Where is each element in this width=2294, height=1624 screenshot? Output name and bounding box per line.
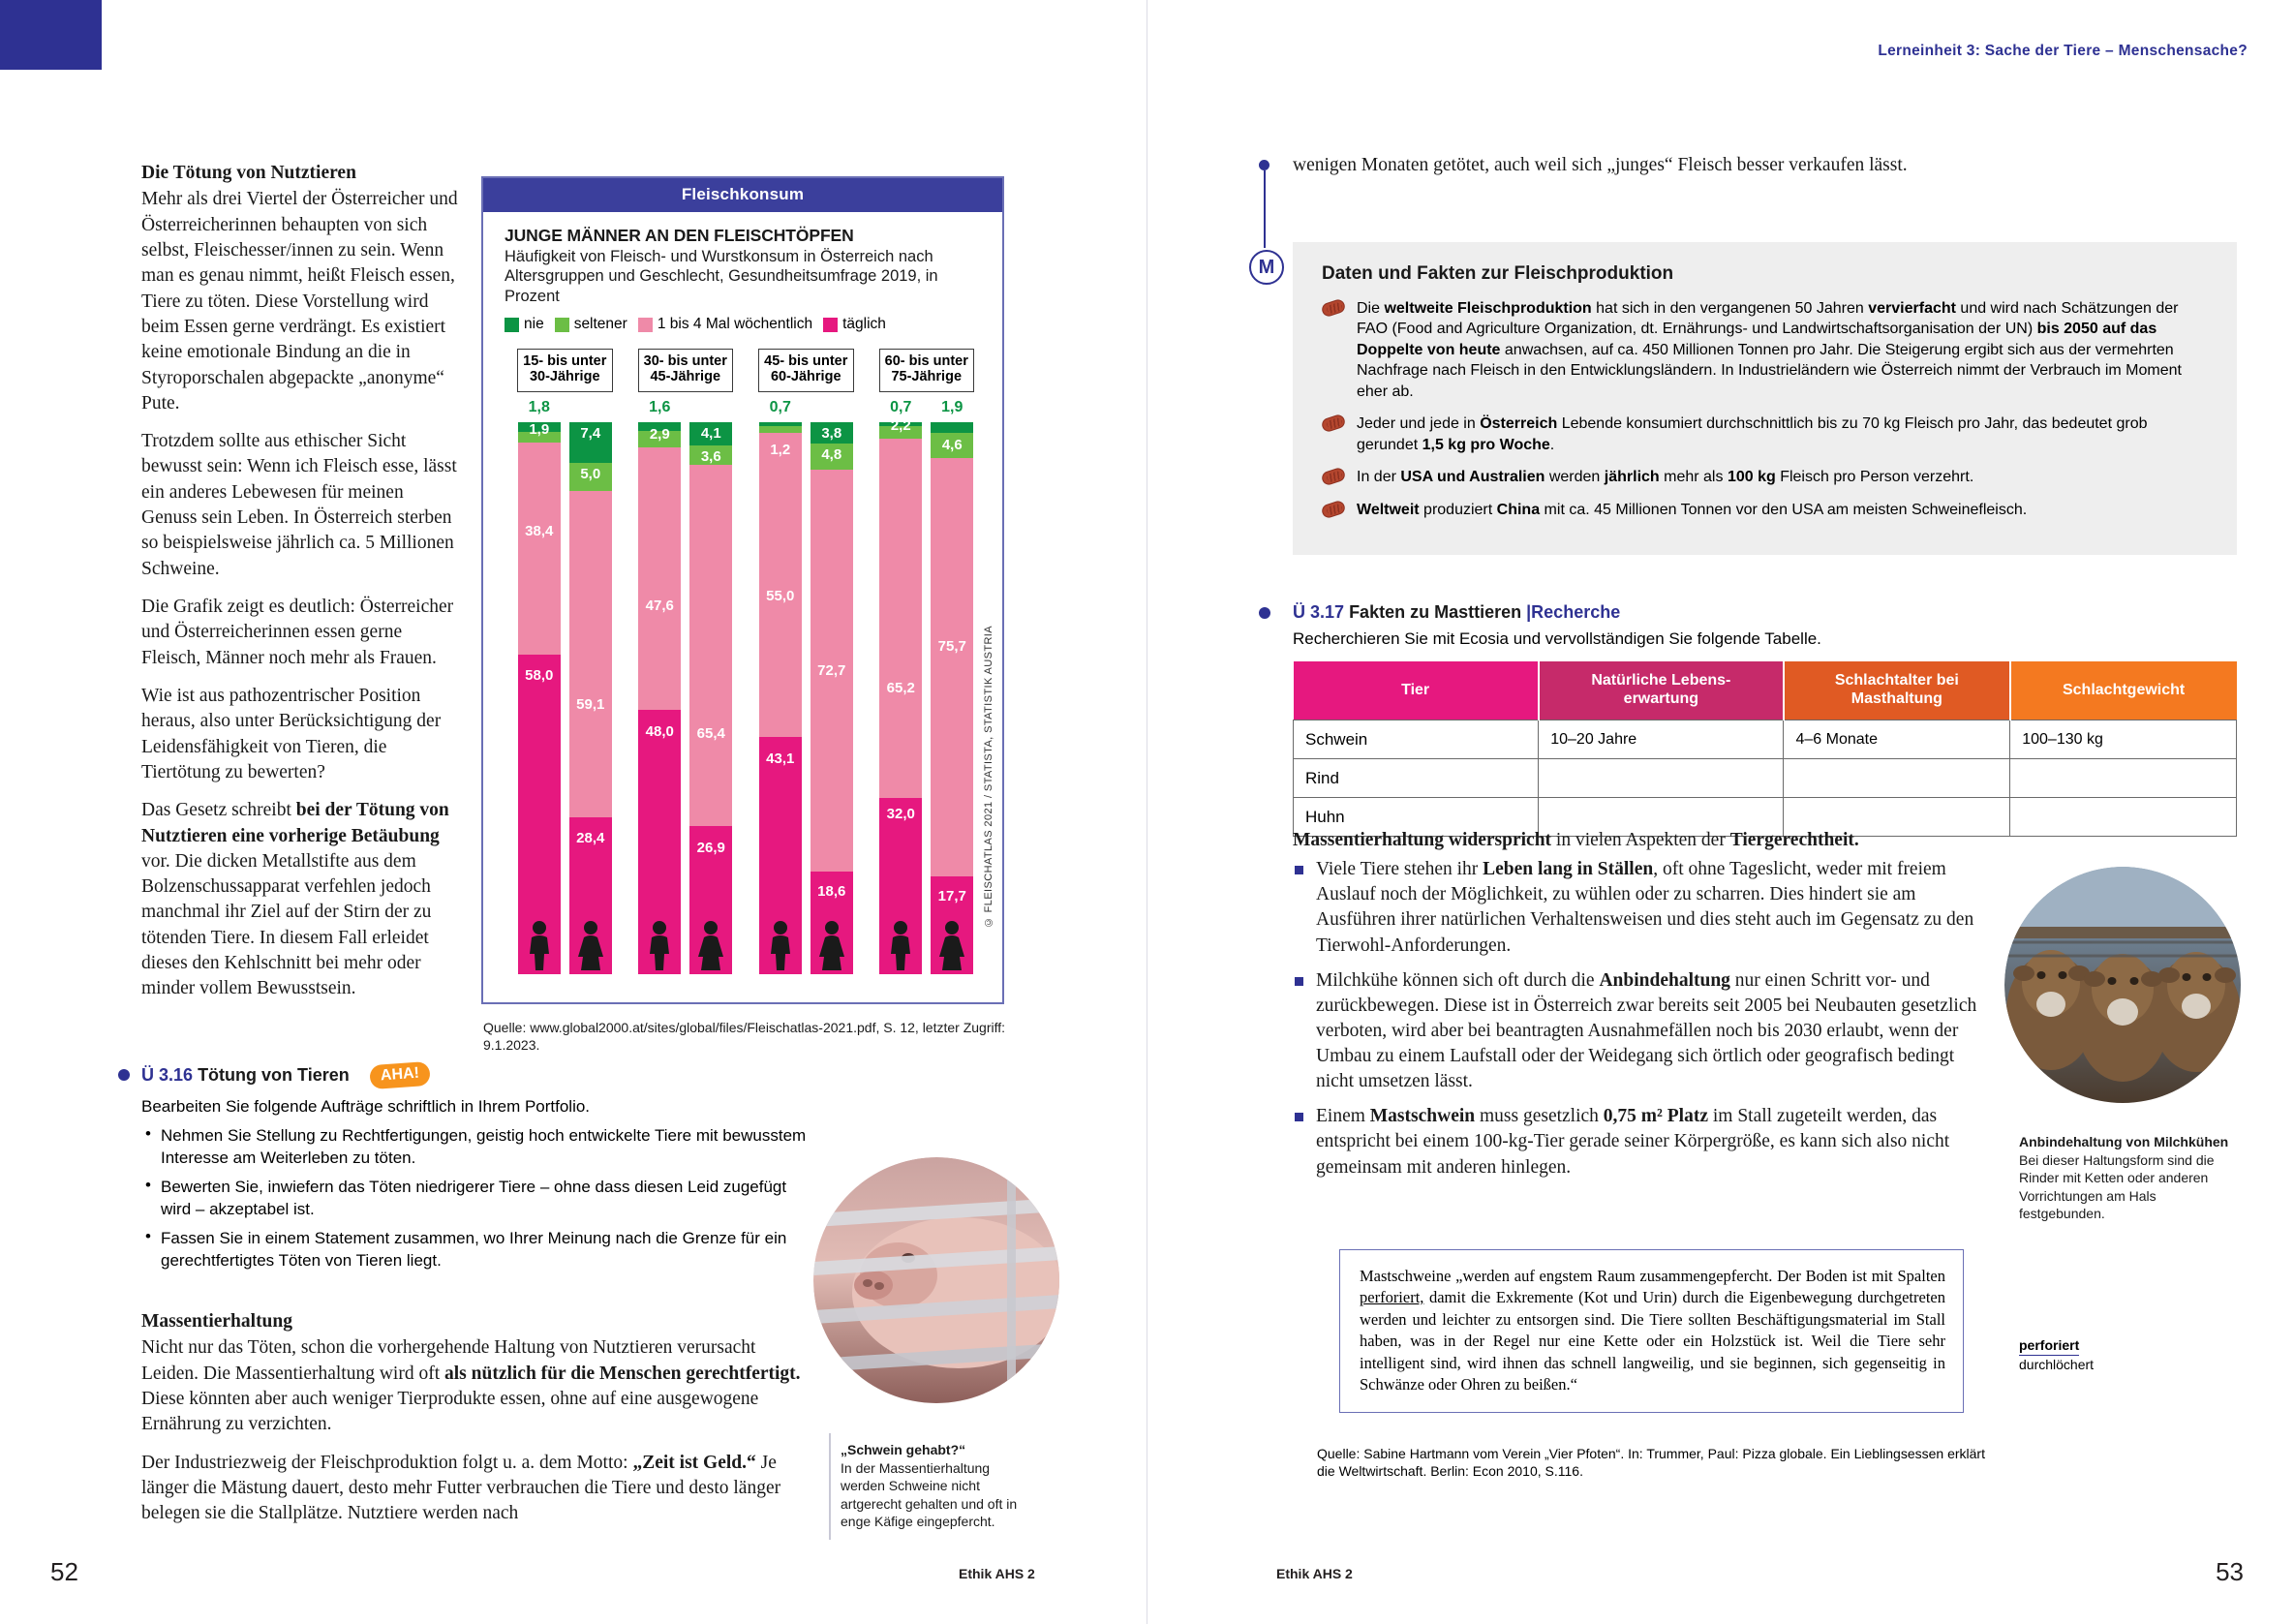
- quote-source-note: Quelle: Sabine Hartmann vom Verein „Vier Pfoten“. In: Trummer, Paul: Pizza globale. Ein Lieblingsessen erklärt die Weltwirtschaft. Berlin: Econ 2010, S.116.: [1317, 1446, 1985, 1480]
- chart-groups: [505, 349, 987, 974]
- list-item: [1293, 968, 1990, 1095]
- right-top-text: [1293, 153, 1971, 191]
- segment-label-woechentlich: 72,7: [817, 662, 846, 680]
- exercise-3-17-tag: Recherche: [1531, 602, 1621, 622]
- col-header-schlachtgewicht: Schlachtgewicht: [2010, 661, 2237, 720]
- pictogram-woman-icon: [816, 920, 847, 970]
- info-item-2-text: Jeder und jede in Österreich Lebende konsumiert durchschnittlich bis zu 70 kg Fleisch pro Jahr, das bedeutet grob gerundet 1,5 kg pro Woche.: [1357, 415, 2148, 453]
- segment-seltener: [638, 425, 681, 447]
- cell-tier[interactable]: Schwein: [1294, 720, 1539, 759]
- segment-label-seltener: 4,6: [941, 437, 963, 454]
- legend-swatch-woechentlich: [638, 318, 653, 332]
- segment-label-taeglich: 43,1: [766, 751, 795, 768]
- bar-45-60-maenner: [811, 422, 853, 974]
- legend-item-taeglich: [823, 316, 886, 333]
- segment-label-woechentlich: 65,2: [886, 679, 915, 696]
- exercise-3-16-intro: Bearbeiten Sie folgende Aufträge schriftlich in Ihrem Portfolio.: [141, 1097, 591, 1116]
- segment-seltener: [759, 426, 802, 433]
- photo-caption-left-text: In der Massentierhaltung werden Schweine nicht artgerecht gehalten und oft in enge Käfige eingepfercht.: [841, 1459, 1018, 1530]
- pictogram-man-icon: [886, 920, 915, 970]
- segment-seltener: [879, 416, 922, 439]
- glossary-entry: [2019, 1336, 2232, 1374]
- segment-label-taeglich: 32,0: [886, 805, 915, 822]
- group-label-15-30: 15- bis unter 30-Jährige: [517, 349, 613, 392]
- rail-dot-top: [1259, 160, 1269, 170]
- segment-label-taeglich: 48,0: [645, 722, 674, 740]
- bar-pair-15-30: [505, 399, 626, 974]
- quote-underlined-term: perforiert,: [1360, 1288, 1424, 1307]
- table-header-row: [1294, 661, 2237, 720]
- paragraph-5-law: [141, 798, 461, 1002]
- paragraph-2: Trotzdem sollte aus ethischer Sicht bewusst sein: Wenn ich Fleisch esse, lässt ein anderes Lebewesen für meinen Genuss sein Leben. In Österreich sterben so beispielsweise jährlich ca. 5 Millionen Schweine.: [141, 431, 457, 579]
- segment-label-nie: 7,4: [580, 425, 601, 443]
- photo-pig-in-cage: [813, 1157, 1060, 1404]
- chart-credit: © FLEISCHATLAS 2021 / STATISTA, STATISTIK AUSTRIA: [983, 625, 994, 928]
- massentierhaltung-bullets: [1293, 857, 1990, 1180]
- quote-post: damit die Exkremente (Kot und Urin) durch die Eigenbewegung durchgetreten werden und leichter zu entsorgen sind. Die Tiere sollten Beschäftigungsmaterial im Stall haben, was in der Regel nur eine Kette oder ein Holzstück ist. Weil die Tiere sehr intelligent sind, wird ihnen das schnell langweilig, und sie beginnen, sich gegenseitig in Schwänze oder Ohren zu beißen.“: [1360, 1288, 1945, 1394]
- chart-group-60-75: [867, 349, 988, 974]
- info-box-daten-und-fakten: [1293, 242, 2237, 555]
- mass-p1-b: als nützlich für die Menschen gerechtfertigt.: [444, 1363, 801, 1384]
- legend-item-seltener: [555, 316, 627, 333]
- sausage-icon: [1320, 414, 1346, 434]
- bullet-3-text: Einem Mastschwein muss gesetzlich 0,75 m² Platz im Stall zugeteilt werden, das entspricht bei einem 100-kg-Tier gerade seiner Körpergröße, es kann sich also nicht gemeinsam mit anderen hinlegen.: [1316, 1106, 1950, 1178]
- photo-caption-right-text: Bei dieser Haltungsform sind die Rinder mit Ketten oder anderen Vorrichtungen am Hals festgebunden.: [2019, 1151, 2215, 1222]
- law-text-post: vor. Die dicken Metallstifte aus dem Bolzenschussapparat verfehlen jedoch manchmal ihr Ziel auf der Stirn der zu tötenden Tiere. In diesem Fall erleidet dieses den Kehlschnitt bei mehr oder minder vollem Bewusstsein.: [141, 850, 432, 999]
- list-item: [1293, 857, 1990, 959]
- facts-table-head: [1294, 661, 2237, 720]
- segment-seltener: [569, 463, 612, 491]
- segment-nie: [569, 422, 612, 463]
- cell-schlachtalter[interactable]: 4–6 Monate: [1784, 720, 2010, 759]
- list-item: [1293, 1104, 1990, 1180]
- exercise-3-16: [141, 1065, 810, 1279]
- segment-nie: [931, 422, 973, 433]
- chart-legend: [505, 316, 987, 333]
- exercise-3-17-intro: Recherchieren Sie mit Ecosia und vervollständigen Sie folgende Tabelle.: [1293, 629, 1821, 648]
- aha-badge: AHA!: [369, 1061, 431, 1089]
- segment-label-woechentlich: 55,0: [766, 587, 795, 604]
- paragraph-1: Mehr als drei Viertel der Österreicher und Österreicherinnen behaupten von sich selbst, Fleischesser/innen zu sein. Wenn man es genau nimmt, heißt Fleisch essen, Tiere zu töten. Diese Vorstellung wird beim Essen gerne verdrängt. Es existiert keine emotionale Bindung an die in Styroporschalen abgepackte „anonyme“ Pute.: [141, 189, 458, 414]
- segment-label-taeglich: 28,4: [576, 829, 605, 846]
- rail-line-top: [1264, 170, 1266, 248]
- sausage-icon: [1320, 298, 1346, 319]
- facts-table-body: [1294, 720, 2237, 837]
- quote-box-mastschweine: [1339, 1249, 1964, 1413]
- exercise-3-17-separator: |: [1526, 602, 1532, 622]
- sausage-icon: [1320, 499, 1346, 519]
- quote-pre: Mastschweine „werden auf engstem Raum zusammengepfercht. Der Boden ist mit Spalten: [1360, 1267, 1945, 1285]
- segment-label-seltener: 4,8: [821, 445, 842, 463]
- exercise-3-17-heading: [1293, 602, 2237, 623]
- mass-lead-b: in vielen Aspekten der: [1551, 830, 1730, 850]
- caption-divider-left: [829, 1433, 831, 1540]
- bar-45-60-frauen: [759, 399, 802, 974]
- exercise-3-16-number: Ü 3.16: [141, 1065, 194, 1085]
- list-item: [1322, 298, 2212, 402]
- col-header-tier: Tier: [1294, 661, 1539, 720]
- bar-top-label: 0,7: [769, 399, 791, 416]
- mass-p2-a: Der Industriezweig der Fleischproduktion folgt u. a. dem Motto:: [141, 1452, 633, 1473]
- cell-tier[interactable]: Rind: [1294, 759, 1539, 798]
- col-header-schlachtalter: Schlachtalter bei Masthaltung: [1784, 661, 2010, 720]
- legend-swatch-taeglich: [823, 318, 838, 332]
- chart-fleischkonsum: [481, 176, 1004, 1004]
- group-label-30-45: 30- bis unter 45-Jährige: [638, 349, 734, 392]
- segment-label-seltener: 1,9: [529, 421, 550, 439]
- bar-pair-30-45: [626, 399, 747, 974]
- info-item-1-text: Die weltweite Fleischproduktion hat sich in den vergangenen 50 Jahren vervierfacht und wird nach Schätzungen der FAO (Food and Agriculture Organization, dt. Ernährungs- und Landwirtschaftsorganisation der UN) bis 2050 auf das Doppelte von heute anwachsen, auf ca. 450 Millionen Tonnen pro Jahr. Die Steigerung ergibt sich aus der vermehrten Nachfrage nach Fleisch in den Entwicklungsländern. In Industrieländern wie Österreich nimmt der Verbrauch im Moment eher ab.: [1357, 300, 2182, 400]
- exercise-3-17-title: Fakten zu Masttieren: [1349, 602, 1522, 622]
- bar-30-45-frauen: [638, 399, 681, 974]
- segment-label-taeglich: 58,0: [525, 667, 554, 685]
- section-heading-toetung: Die Tötung von Nutztieren: [141, 163, 356, 183]
- bar-60-75-maenner: [931, 399, 973, 974]
- photo-caption-right-title: Anbindehaltung von Milchkühen: [2019, 1134, 2229, 1149]
- legend-label-taeglich: täglich: [842, 316, 886, 333]
- legend-item-nie: [505, 316, 544, 333]
- left-column-text: [141, 161, 461, 1015]
- segment-label-seltener: 2,2: [890, 416, 911, 434]
- mass-p1-a: Nicht nur das Töten, schon die vorhergehende Haltung von Nutztieren verursacht Leiden. Die Massentierhaltung wird oft: [141, 1337, 756, 1384]
- bar-30-45-maenner: [689, 422, 732, 974]
- law-text-pre: Das Gesetz schreibt: [141, 800, 296, 821]
- legend-label-nie: nie: [524, 316, 544, 333]
- col-header-lebenserwartung: Natürliche Lebens- erwartung: [1539, 661, 1784, 720]
- info-box-heading: Daten und Fakten zur Fleischproduktion: [1322, 263, 1674, 284]
- pictogram-woman-icon: [695, 920, 726, 970]
- mass-lead-a: Massentierhaltung widerspricht: [1293, 830, 1552, 850]
- exercise-3-17: [1293, 602, 2237, 837]
- bar-top-label: 1,9: [941, 399, 963, 416]
- photo-cows-tethered: [2004, 867, 2242, 1104]
- pictogram-woman-icon: [936, 920, 967, 970]
- segment-woechentlich: [638, 447, 681, 710]
- segment-woechentlich: [518, 443, 561, 655]
- group-label-60-75: 60- bis unter 75-Jährige: [879, 349, 975, 392]
- segment-label-seltener: 1,2: [770, 442, 791, 459]
- table-row[interactable]: [1294, 759, 2237, 798]
- list-item: • Fassen Sie in einem Statement zusammen, wo Ihrer Meinung nach die Grenze für ein gerechtfertigtes Töten von Tieren liegt.: [141, 1228, 810, 1272]
- bar-15-30-maenner: [569, 422, 612, 974]
- page-number-left: 52: [50, 1557, 78, 1586]
- segment-label-seltener: 3,6: [700, 447, 721, 465]
- bar-60-75-frauen: [879, 399, 922, 974]
- segment-label-woechentlich: 59,1: [576, 696, 605, 714]
- facts-table: [1293, 661, 2237, 837]
- list-item: • Bewerten Sie, inwiefern das Töten niedrigerer Tiere – ohne dass diesen Leid zugefügt wird – akzeptabel ist.: [141, 1177, 810, 1220]
- bullet-1-text: Viele Tiere stehen ihr Leben lang in Ställen, oft ohne Tageslicht, weder mit freiem Auslauf noch der Möglichkeit, zu wühlen oder zu scharren. Dies hindert sie am Ausführen ihrer natürlichen Verhaltensweisen und dies steht auch im Gegensatz zu den Tierwohl-Anforderungen.: [1316, 859, 1974, 956]
- legend-label-woechentlich: 1 bis 4 Mal wöchentlich: [657, 316, 813, 333]
- mass-p1-c: Diese könnten aber auch weniger Tierprodukte essen, ohne auf eine ausgewogene Ernährung zu verzichten.: [141, 1388, 759, 1435]
- list-item: • Nehmen Sie Stellung zu Rechtfertigungen, geistig hoch entwickelte Tiere mit bewusstem Interesse am Weiterleben zu töten.: [141, 1125, 810, 1169]
- info-item-4-text: Weltweit produziert China mit ca. 45 Millionen Tonnen vor den USA am meisten Schweinefleisch.: [1357, 501, 2028, 518]
- segment-label-seltener: 5,0: [580, 466, 601, 483]
- bar-top-label: 0,7: [890, 399, 912, 416]
- photo-caption-left-title: „Schwein gehabt?“: [841, 1442, 966, 1457]
- segment-label-woechentlich: 38,4: [525, 523, 554, 540]
- law-text-bold: bei der Tötung von Nutztieren eine vorherige Betäubung: [141, 800, 449, 846]
- sausage-icon: [1320, 467, 1346, 487]
- chart-group-15-30: [505, 349, 626, 974]
- pictogram-woman-icon: [575, 920, 606, 970]
- exercise-3-16-heading: [141, 1065, 810, 1089]
- chart-source-note: Quelle: www.global2000.at/sites/global/files/Fleischatlas-2021.pdf, S. 12, letzter Zugriff: 9.1.2023.: [483, 1020, 1006, 1054]
- segment-woechentlich: [569, 491, 612, 817]
- exercise-3-16-list: [141, 1125, 810, 1272]
- massentierhaltung-paragraph-1: [141, 1335, 810, 1437]
- cell-schlachtgewicht[interactable]: [2010, 798, 2237, 837]
- page-number-right: 53: [2216, 1557, 2244, 1586]
- segment-label-woechentlich: 47,6: [645, 597, 674, 614]
- info-item-3-text: In der USA und Australien werden jährlich mehr als 100 kg Fleisch pro Person verzehrt.: [1357, 469, 1974, 486]
- segment-nie: [811, 422, 853, 444]
- cell-schlachtgewicht[interactable]: [2010, 759, 2237, 798]
- segment-label-woechentlich: 75,7: [937, 637, 966, 655]
- right-continuation-paragraph: wenigen Monaten getötet, auch weil sich „junges“ Fleisch besser verkaufen lässt.: [1293, 155, 1908, 175]
- segment-seltener: [689, 445, 732, 466]
- segment-label-taeglich: 26,9: [696, 839, 725, 856]
- segment-seltener: [811, 444, 853, 470]
- cell-schlachtalter[interactable]: [1784, 759, 2010, 798]
- segment-woechentlich: [759, 433, 802, 737]
- chart-title-bar: Fleischkonsum: [483, 178, 1002, 212]
- chart-inner: [483, 212, 1002, 1036]
- exercise-marker-dot: [118, 1069, 130, 1081]
- list-item: [1322, 414, 2212, 455]
- cell-lebenserwartung[interactable]: [1539, 759, 1784, 798]
- legend-item-woechentlich: [638, 316, 812, 333]
- photo-caption-left: [841, 1441, 1034, 1531]
- segment-seltener: [931, 433, 973, 458]
- method-badge-m: M: [1249, 250, 1284, 285]
- segment-seltener: [518, 421, 561, 443]
- exercise-marker-dot: [1259, 607, 1270, 619]
- list-item: [1322, 500, 2212, 520]
- group-label-45-60: 45- bis unter 60-Jährige: [758, 349, 854, 392]
- running-head: Lerneinheit 3: Sache der Tiere – Menschensache?: [1878, 43, 2248, 59]
- list-item: [1322, 467, 2212, 487]
- segment-label-woechentlich: 65,4: [696, 724, 725, 742]
- segment-label-taeglich: 17,7: [937, 887, 966, 904]
- photo-cows-svg: [2004, 867, 2242, 1104]
- chart-subtitle: Häufigkeit von Fleisch- und Wurstkonsum in Österreich nach Altersgruppen und Geschlecht, Gesundheitsumfrage 2019, in Prozent: [505, 248, 938, 305]
- segment-label-seltener: 2,9: [649, 425, 670, 443]
- legend-swatch-nie: [505, 318, 519, 332]
- bar-top-label: 1,6: [649, 399, 671, 416]
- paragraph-4: Wie ist aus pathozentrischer Position heraus, also unter Berücksichtigung der Leidensfähigkeit von Tieren, die Tiertötung zu bewerten?: [141, 685, 442, 782]
- bar-pair-60-75: [867, 399, 988, 974]
- massentierhaltung-block-left: [141, 1309, 810, 1540]
- mass-p2-b: „Zeit ist Geld.“: [632, 1452, 756, 1473]
- glossary-term: perforiert: [2019, 1336, 2079, 1356]
- segment-label-taeglich: 18,6: [817, 883, 846, 901]
- segment-woechentlich: [689, 465, 732, 826]
- massentierhaltung-block-right: [1293, 828, 1990, 1190]
- cell-lebenserwartung[interactable]: 10–20 Jahre: [1539, 720, 1784, 759]
- pictogram-man-icon: [645, 920, 674, 970]
- segment-label-nie: 3,8: [821, 425, 842, 443]
- cell-schlachtgewicht[interactable]: 100–130 kg: [2010, 720, 2237, 759]
- photo-pig-svg: [813, 1157, 1060, 1404]
- info-box-list: [1322, 298, 2212, 520]
- bar-pair-45-60: [746, 399, 867, 974]
- pictogram-man-icon: [525, 920, 554, 970]
- mass-p2-c: Je länger die Mästung dauert, desto mehr Futter verbrauchen die Tiere und desto länger belegen sie die Stallplätze. Nutztiere werden nach: [141, 1452, 781, 1524]
- legend-label-seltener: seltener: [573, 316, 627, 333]
- bullet-2-text: Milchkühe können sich oft durch die Anbindehaltung nur einen Schritt vor- und zurückbewegen. Diese ist in Österreich zwar bereits seit 2005 bei Neubauten gesetzlich verboten, wird aber bei beantragten Ausnahmefällen noch bis 2030 erlaubt, wenn der Umbau zu einem Laufstall oder der Weidegang sich örtlich oder geografisch bedingt nicht umsetzen lässt.: [1316, 969, 1977, 1092]
- exercise-3-17-number: Ü 3.17: [1293, 602, 1345, 622]
- pictogram-man-icon: [766, 920, 795, 970]
- paragraph-3: Die Grafik zeigt es deutlich: Österreicher und Österreicherinnen essen gerne Fleisch, Männer noch mehr als Frauen.: [141, 597, 454, 668]
- segment-woechentlich: [931, 458, 973, 875]
- segment-label-nie: 4,1: [700, 425, 721, 443]
- legend-swatch-seltener: [555, 318, 569, 332]
- segment-nie: [689, 422, 732, 444]
- bar-top-label: 1,8: [528, 399, 550, 416]
- chart-headline: JUNGE MÄNNER AN DEN FLEISCHTÖPFEN: [505, 226, 854, 245]
- massentierhaltung-paragraph-2: [141, 1451, 810, 1527]
- mass-lead-paragraph: [1293, 828, 1990, 853]
- corner-block-decoration: [0, 0, 102, 70]
- segment-woechentlich: [879, 439, 922, 799]
- imprint-left: Ethik AHS 2: [959, 1566, 1035, 1581]
- heading-massentierhaltung: Massentierhaltung: [141, 1311, 292, 1332]
- segment-woechentlich: [811, 470, 853, 871]
- chart-group-30-45: [626, 349, 747, 974]
- table-row[interactable]: [1294, 720, 2237, 759]
- exercise-3-16-title: Tötung von Tieren: [198, 1065, 350, 1085]
- photo-caption-right: [2019, 1133, 2232, 1223]
- mass-lead-c: Tiergerechtheit.: [1729, 830, 1859, 850]
- cell-tier[interactable]: Huhn: [1294, 798, 1539, 837]
- imprint-right: Ethik AHS 2: [1276, 1566, 1353, 1581]
- glossary-definition: durchlöchert: [2019, 1356, 2095, 1372]
- chart-group-45-60: [746, 349, 867, 974]
- bar-15-30-frauen: [518, 399, 561, 974]
